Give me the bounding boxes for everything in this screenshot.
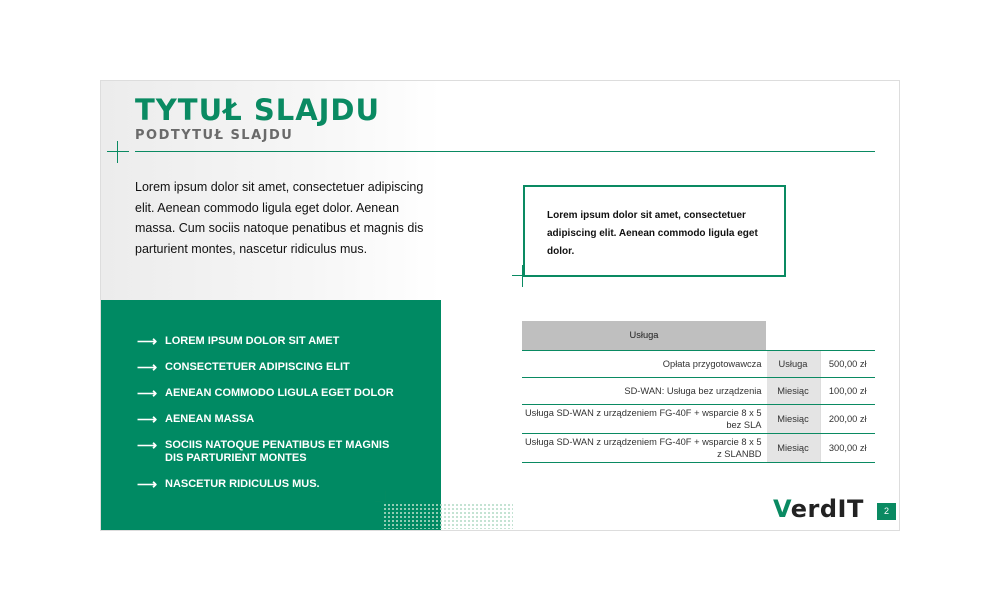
table-row [522, 350, 875, 377]
pricing-table-container [522, 321, 875, 463]
list-item [137, 439, 397, 465]
verdit-logo [773, 495, 864, 523]
table-header-empty [820, 321, 875, 350]
bullet-text: NASCETUR RIDICULUS MUS. [165, 478, 320, 490]
list-item [137, 361, 397, 374]
crosshair-decoration-icon [512, 265, 534, 287]
arrow-right-icon: ⟶ [137, 333, 158, 349]
price-cell: 100,00 zł [820, 377, 875, 404]
table-header-empty [766, 321, 820, 350]
bullet-text: CONSECTETUER ADIPISCING ELIT [165, 361, 350, 373]
callout-box: Lorem ipsum dolor sit amet, consectetuer adipiscing elit. Aenean commodo ligula eget dolor. [523, 185, 786, 277]
service-cell: Opłata przygotowawcza [522, 350, 766, 377]
unit-cell: Miesiąc [766, 404, 820, 433]
header-divider [135, 151, 875, 152]
price-cell: 300,00 zł [820, 433, 875, 462]
slide-title: TYTUŁ SLAJDU [135, 93, 381, 127]
bullet-text: AENEAN MASSA [165, 413, 255, 425]
price-cell: 200,00 zł [820, 404, 875, 433]
list-item [137, 478, 397, 491]
service-cell: SD-WAN: Usługa bez urządzenia [522, 377, 766, 404]
table-row [522, 377, 875, 404]
bullet-text: LOREM IPSUM DOLOR SIT AMET [165, 335, 340, 347]
unit-cell: Usługa [766, 350, 820, 377]
pricing-table [522, 321, 875, 463]
crosshair-decoration-icon [107, 141, 129, 163]
arrow-right-icon: ⟶ [137, 476, 158, 492]
list-item [137, 387, 397, 400]
service-cell: Usługa SD-WAN z urządzeniem FG-40F + wsparcie 8 x 5 z SLANBD [522, 433, 766, 462]
unit-cell: Miesiąc [766, 377, 820, 404]
table-row [522, 433, 875, 462]
table-header-service: Usługa [522, 321, 766, 350]
logo-mark: V [773, 495, 791, 523]
logo-text: erdIT [790, 495, 864, 523]
list-item [137, 335, 397, 348]
bullet-text: AENEAN COMMODO LIGULA EGET DOLOR [165, 387, 394, 399]
dot-pattern-decoration [383, 503, 513, 529]
arrow-right-icon: ⟶ [137, 385, 158, 401]
intro-paragraph: Lorem ipsum dolor sit amet, consectetuer adipiscing elit. Aenean commodo ligula eget dolor. Aenean massa. Cum sociis natoque penatibus et magnis dis parturient montes, nascetur ridiculus mus. [135, 180, 424, 256]
arrow-right-icon: ⟶ [137, 359, 158, 375]
slide-subtitle: PODTYTUŁ SLAJDU [135, 128, 294, 143]
list-item [137, 413, 397, 426]
slide [100, 80, 900, 531]
price-cell: 500,00 zł [820, 350, 875, 377]
arrow-right-icon: ⟶ [137, 411, 158, 427]
unit-cell: Miesiąc [766, 433, 820, 462]
page-number-badge: 2 [877, 503, 896, 520]
table-row [522, 404, 875, 433]
arrow-right-icon: ⟶ [137, 437, 158, 453]
bullet-text: SOCIIS NATOQUE PENATIBUS ET MAGNIS DIS PARTURIENT MONTES [165, 439, 390, 464]
bullet-list [137, 335, 397, 504]
service-cell: Usługa SD-WAN z urządzeniem FG-40F + wsparcie 8 x 5 bez SLA [522, 404, 766, 433]
